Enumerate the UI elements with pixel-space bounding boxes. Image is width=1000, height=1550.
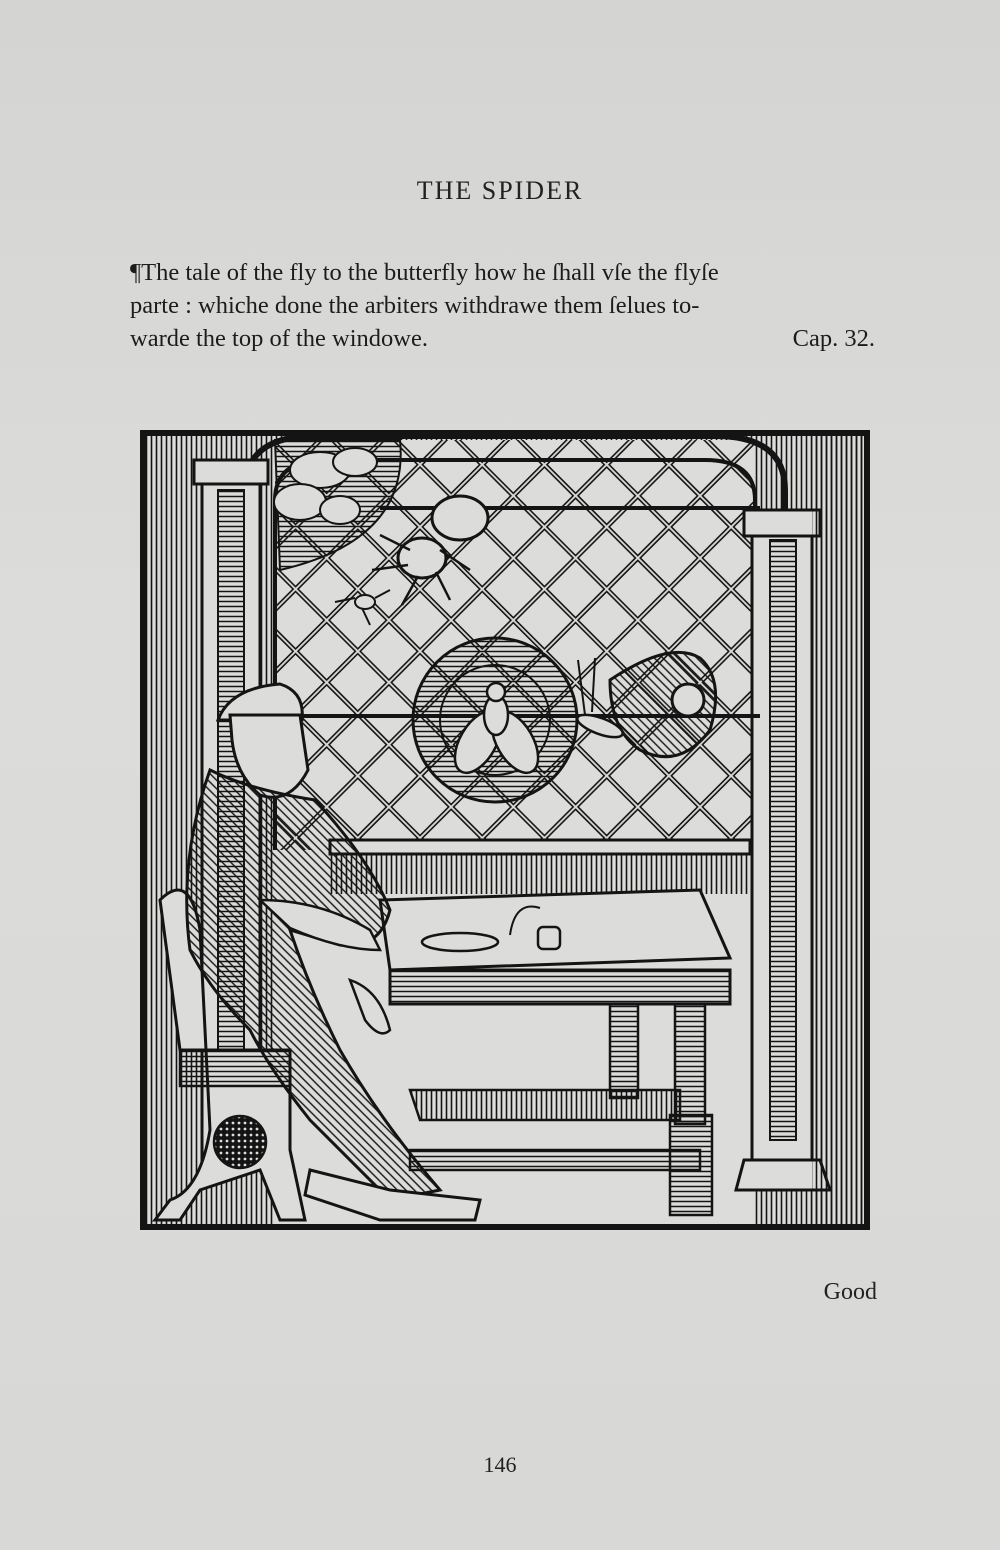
woodcut-illustration-icon (140, 430, 870, 1230)
catchword: Good (823, 1279, 877, 1305)
chapter-heading-line-3 (130, 322, 875, 355)
chapter-number: Cap. 32. (792, 325, 875, 352)
chapter-heading-text-2: parte : whiche done the arbiters withdrawe them ſelues to- (130, 292, 700, 319)
page-number: 146 (483, 1452, 517, 1477)
chapter-heading-line-2 (130, 289, 875, 322)
chapter-heading (130, 256, 875, 355)
running-head: THE SPIDER (416, 176, 584, 205)
chapter-heading-line-1 (130, 256, 875, 289)
chapter-heading-text-3: warde the top of the windowe. (130, 325, 428, 352)
chapter-heading-text-1: ¶The tale of the fly to the butterfly how he ſhall vſe the flyſe (130, 259, 719, 286)
